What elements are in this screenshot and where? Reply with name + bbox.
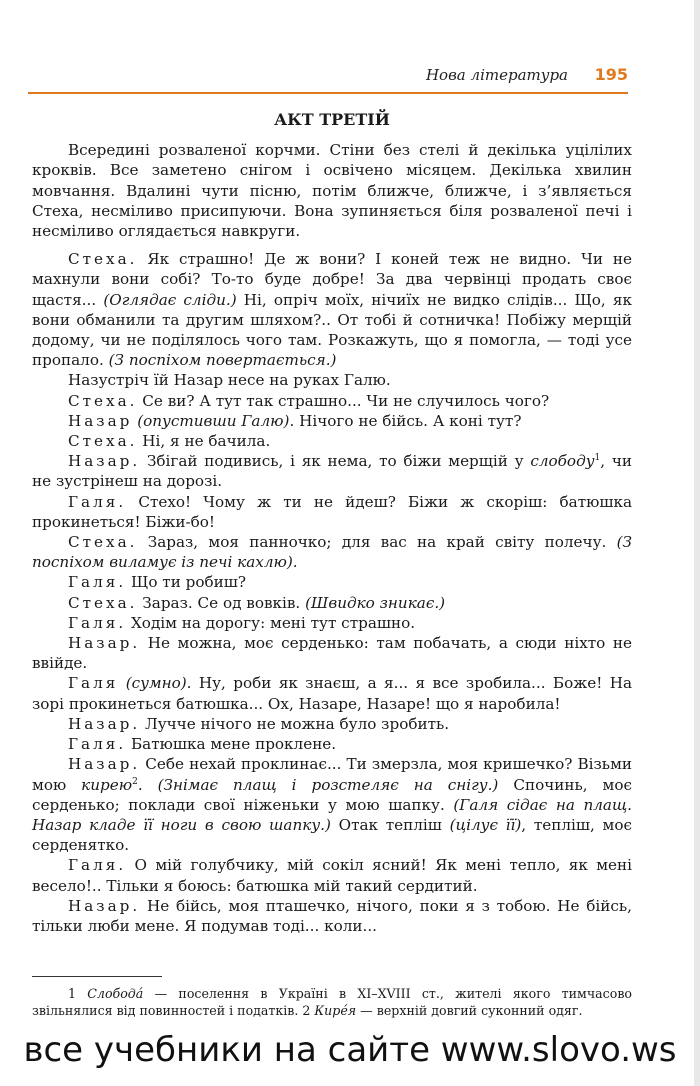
stage-direction: (опустивши Галю) bbox=[137, 411, 290, 430]
footnote bbox=[32, 985, 632, 1019]
page-content bbox=[32, 110, 632, 936]
speaker-name: Назар. bbox=[68, 896, 141, 915]
line-text: Ні, я не бачила. bbox=[137, 432, 271, 451]
dialogue-line bbox=[32, 633, 632, 673]
dialogue-line bbox=[32, 613, 632, 633]
header-rule bbox=[28, 92, 628, 94]
speaker-name: Назар. bbox=[68, 452, 141, 471]
line-text: Збігай подивись, і як нема, то біжи мерщій у bbox=[140, 452, 531, 471]
line-text: — верхній довгий суконний одяг. bbox=[356, 1003, 583, 1018]
line-text: Лучче нічого не можна було зробить. bbox=[140, 714, 450, 733]
speaker-name: Назар. bbox=[68, 634, 141, 653]
line-text: , чи не зустрінеш на дорозі. bbox=[32, 452, 633, 491]
dialogue-line bbox=[32, 673, 632, 713]
dialogue-line bbox=[32, 532, 632, 572]
stage-direction: (сумно) bbox=[125, 674, 187, 693]
dialogue bbox=[32, 249, 632, 936]
line-text: О мій голубчику, мій сокіл ясний! Як мені тепло, як мені весело!.. Тільки я боюсь: батюшка мій такий сердитий. bbox=[32, 856, 632, 895]
line-text: — поселення в Україні в XI–XVIII ст., жителі якого тимчасово звільнялися від повинностей і податків. bbox=[32, 986, 632, 1018]
speaker-name: Галя. bbox=[68, 492, 127, 511]
dialogue-line bbox=[32, 734, 632, 754]
line-text: . Нічого не бійсь. А коні тут? bbox=[289, 411, 522, 430]
dialogue-line bbox=[32, 492, 632, 532]
page-number: 195 bbox=[594, 65, 628, 84]
line-text: . bbox=[137, 775, 158, 794]
speaker-name: Стеха. bbox=[68, 593, 138, 612]
speaker-name: Галя bbox=[68, 674, 119, 693]
line-text: , тепліш, моє серденятко. bbox=[32, 815, 632, 855]
dialogue-line bbox=[32, 451, 632, 491]
speaker-name: Назар. bbox=[68, 755, 141, 774]
act-title: АКТ ТРЕТІЙ bbox=[274, 110, 390, 129]
line-text: Зараз, моя панночко; для вас на край світу полечу. bbox=[137, 533, 617, 552]
speaker-name: Галя. bbox=[68, 573, 127, 592]
speaker-name: Стеха. bbox=[68, 250, 138, 269]
stage-intro: Всередині розваленої корчми. Стіни без стелі й декілька уцілілих кроквів. Все заметено снігом і освічено місяцем. Декілька хвилин мовчання. Вдалині чути пісню, потім ближче, ближче, і з’являється Стеха, несміливо присипуючи. Вона зупиняється біля розваленої печі і несміливо оглядається навкруги. bbox=[32, 141, 632, 241]
line-text: Зараз. Се од вовків. bbox=[137, 593, 306, 612]
stage-direction: (Оглядає сліди.) bbox=[103, 290, 237, 309]
line-text: Отак тепліш bbox=[330, 815, 450, 834]
dialogue-line bbox=[32, 754, 632, 855]
site-watermark: все учебники на сайте www.slovo.ws bbox=[23, 1030, 677, 1070]
line-text: Ні, опріч моїх, нічиїх не видко слідів... Що, як вони обманили та другим шляхом?.. От тобі й сотничка! Побіжу мерщій додому, чи не поділялось чого там. Розкажуть, що я помогла, — тоді усе пропало. bbox=[32, 290, 632, 370]
speaker-name: Галя. bbox=[68, 856, 127, 875]
line-text: Ходім на дорогу: мені тут страшно. bbox=[126, 613, 416, 632]
running-title: Нова література bbox=[425, 66, 568, 84]
line-text: Не можна, моє серденько: там побачать, а сюди ніхто не ввійде. bbox=[32, 634, 632, 673]
line-text: 2 bbox=[302, 1003, 315, 1018]
line-text: Се ви? А тут так страшно... Чи не случилось чого? bbox=[137, 391, 550, 410]
line-text: Назустріч їй Назар несе на руках Галю. bbox=[68, 371, 391, 390]
speaker-name: Стеха. bbox=[68, 533, 138, 552]
stage-direction: Кирéя bbox=[314, 1003, 357, 1018]
footnote-list bbox=[32, 985, 632, 1019]
dialogue-line bbox=[32, 370, 632, 390]
dialogue-line bbox=[32, 714, 632, 734]
page-edge bbox=[694, 0, 700, 1086]
speaker-name: Стеха. bbox=[68, 432, 138, 451]
footnote-ref: 2 bbox=[132, 776, 138, 787]
speaker-name: Назар. bbox=[68, 714, 141, 733]
stage-direction: Слободá bbox=[87, 986, 144, 1001]
dialogue-line bbox=[32, 855, 632, 895]
line-text: Батюшка мене проклене. bbox=[126, 735, 337, 754]
line-text: Себе нехай проклинає... Ти змерзла, моя кришечко? Візьми мою bbox=[32, 755, 632, 794]
dialogue-line bbox=[32, 572, 632, 592]
line-text: 1 bbox=[68, 986, 88, 1001]
speaker-name: Галя. bbox=[68, 735, 127, 754]
footnote-rule bbox=[32, 976, 162, 977]
speaker-name: Галя. bbox=[68, 613, 127, 632]
line-text bbox=[118, 674, 125, 692]
dialogue-line bbox=[32, 896, 632, 936]
speaker-name: Назар bbox=[68, 411, 133, 430]
stage-direction: (Швидко зникає.) bbox=[305, 593, 446, 612]
stage-direction: кирею bbox=[81, 775, 133, 794]
footnotes bbox=[32, 976, 632, 1019]
line-text: Як страшно! Де ж вони? І коней теж не видно. Чи не махнули вони собі? То-то буде добре! За два червінці продать своє щастя... bbox=[32, 250, 632, 309]
dialogue-line bbox=[32, 249, 632, 370]
stage-direction: (Галя сідає на плащ. Назар кладе її ноги в свою шапку.) bbox=[32, 795, 632, 834]
dialogue-line bbox=[32, 411, 632, 431]
stage-direction: (цілує її) bbox=[449, 815, 522, 834]
footnote-ref: 1 bbox=[594, 453, 601, 464]
line-text: Що ти робиш? bbox=[126, 573, 247, 592]
line-text: Стехо! Чому ж ти не йдеш? Біжи ж скоріш: батюшка прокинеться! Біжи-бо! bbox=[32, 492, 632, 531]
dialogue-line bbox=[32, 391, 632, 411]
stage-direction: слободу bbox=[530, 452, 595, 471]
speaker-name: Стеха. bbox=[68, 391, 138, 410]
line-text: . Ну, роби як знаєш, а я... я все зробила... Боже! На зорі прокинеться батюшка... Ох, Назаре, Назаре! що я наробила! bbox=[32, 674, 633, 713]
stage-direction: (З поспіхом виламує із печі кахлю). bbox=[32, 533, 632, 572]
dialogue-line bbox=[32, 431, 632, 451]
stage-direction: (З поспіхом повертається.) bbox=[108, 351, 337, 370]
stage-direction: (Знімає плащ і розстеляє на снігу.) bbox=[157, 775, 499, 794]
dialogue-line bbox=[32, 593, 632, 613]
line-text: Спочинь, моє серденько; поклади свої ніженьки у мою шапку. bbox=[32, 775, 633, 814]
line-text: Не бійсь, моя пташечко, нічого, поки я з тобою. Не бійсь, тільки люби мене. Я подумав тоді... коли... bbox=[32, 896, 632, 935]
page-header bbox=[28, 64, 628, 94]
